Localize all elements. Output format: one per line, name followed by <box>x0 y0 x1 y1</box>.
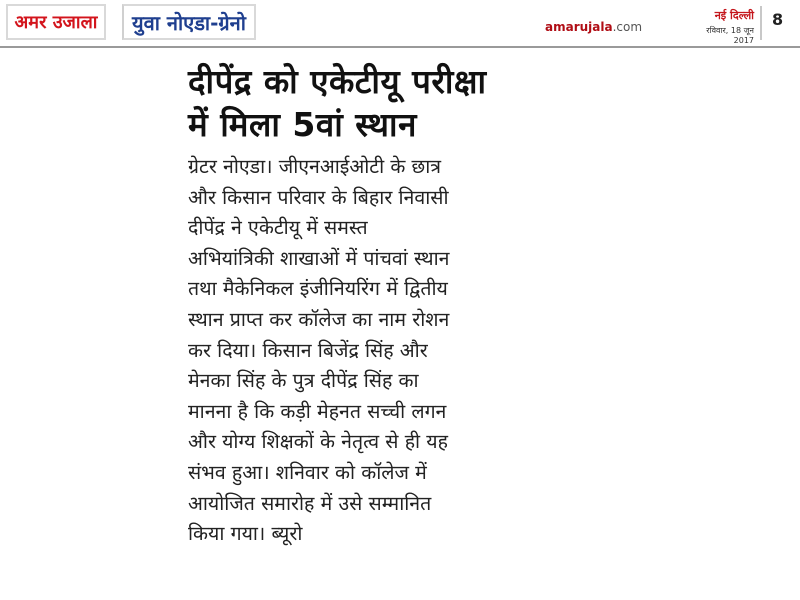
body-line: अभियांत्रिकी शाखाओं में पांचवां स्थान <box>188 246 450 270</box>
body-line: कर दिया। किसान बिजेंद्र सिंह और <box>188 338 428 362</box>
site-domain: .com <box>612 20 643 34</box>
dateline <box>688 8 754 45</box>
website-label <box>545 20 642 34</box>
article-body <box>188 152 638 550</box>
date-label: रविवार, 18 जून 2017 <box>706 26 754 45</box>
newspaper-header <box>0 0 800 48</box>
body-line: ग्रेटर नोएडा। जीएनआईओटी के छात्र <box>188 155 442 178</box>
body-line: और किसान परिवार के बिहार निवासी <box>188 185 449 209</box>
body-line: और योग्य शिक्षकों के नेतृत्व से ही यह <box>188 430 448 454</box>
header-divider <box>760 6 762 40</box>
city-label: नई दिल्ली <box>714 9 754 22</box>
body-line: संभव हुआ। शनिवार को कॉलेज में <box>188 460 427 484</box>
news-article <box>188 60 638 550</box>
body-line: किया गया। ब्यूरो <box>188 522 303 546</box>
masthead-logo: अमर उजाला <box>6 4 106 40</box>
edition-title: युवा नोएडा-ग्रेनो <box>122 4 256 40</box>
body-line: मेनका सिंह के पुत्र दीपेंद्र सिंह का <box>188 369 419 393</box>
body-line: आयोजित समारोह में उसे सम्मानित <box>188 491 432 515</box>
body-line: दीपेंद्र ने एकेटीयू में समस्त <box>188 216 368 240</box>
body-line: तथा मैकेनिकल इंजीनियरिंग में द्वितीय <box>188 277 448 301</box>
site-name: amarujala <box>545 20 613 34</box>
headline-line: में मिला 5वां स्थान <box>188 105 417 144</box>
article-headline <box>188 60 638 146</box>
page-number: 8 <box>772 10 784 29</box>
body-line: मानना है कि कड़ी मेहनत सच्ची लगन <box>188 399 447 423</box>
body-line: स्थान प्राप्त कर कॉलेज का नाम रोशन <box>188 307 450 331</box>
headline-line: दीपेंद्र को एकेटीयू परीक्षा <box>188 62 487 101</box>
